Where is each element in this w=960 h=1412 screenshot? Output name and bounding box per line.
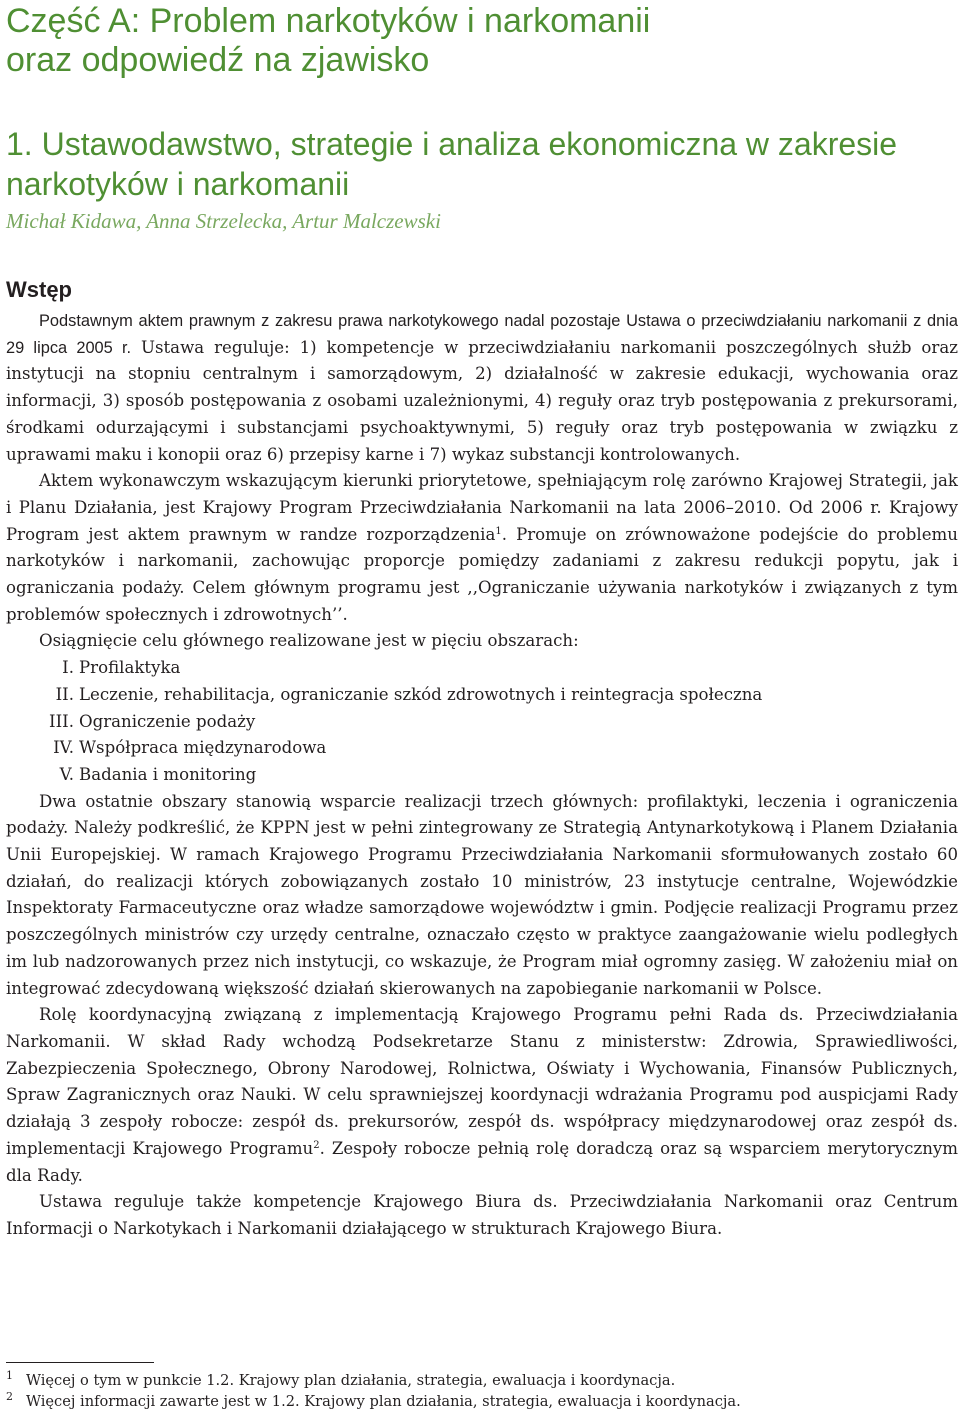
paragraph-1 (6, 308, 958, 468)
footnote-text: Więcej o tym w punkcie 1.2. Krajowy plan działania, strategia, ewaluacja i koordynacja. (26, 1372, 676, 1389)
document-page (6, 0, 958, 1243)
part-title-line-1: Część A: Problem narkotyków i narkomanii (6, 2, 651, 40)
list-item-label: Współpraca międzynarodowa (79, 738, 327, 758)
list-item-label: Leczenie, rehabilitacja, ograniczanie szkód zdrowotnych i reintegracja społeczna (79, 684, 763, 704)
footnotes (6, 1370, 956, 1412)
paragraph-5-part-b: . Zespoły robocze pełnią rolę doradczą oraz są wsparciem merytorycznym dla Rady. (6, 1138, 958, 1185)
footnote-1 (6, 1370, 956, 1391)
section-heading: Wstęp (6, 277, 72, 302)
list-item (6, 655, 958, 682)
list-item-number: V. (59, 764, 74, 784)
footnote-separator (6, 1362, 154, 1363)
paragraph-5-part-a: Rolę koordynacyjną związaną z implementacją Krajowego Programu pełni Rada ds. Przeciwdziałania Narkomanii. W skład Rady wchodzą Podsekretarze Stanu z ministerstw: Zdrowia, Sprawiedliwości, Zabezpieczenia Społecznego, Obrony Narodowej, Rolnictwa, Oświaty i Wychowania, Finansów Publicznych, Spraw Zagranicznych oraz Nauki. W celu sprawniejszej koordynacji wdrażania Programu pod auspicjami Rady działają 3 zespoły robocze: zespół ds. prekursorów, zespół ds. współpracy międzynarodowej oraz zespół ds. implementacji Krajowego Programu (6, 1005, 958, 1158)
chapter-title-line-2: narkotyków i narkomanii (6, 166, 350, 202)
list-item-label: Ograniczenie podaży (79, 711, 256, 731)
list-item-label: Badania i monitoring (79, 764, 257, 784)
list-item (6, 762, 958, 789)
paragraph-2 (6, 468, 958, 628)
footnote-number: 2 (6, 1390, 13, 1403)
body-text (6, 308, 958, 1243)
chapter-title (6, 124, 958, 204)
part-title-line-2: oraz odpowiedź na zjawisko (6, 41, 430, 79)
footnote-2 (6, 1391, 956, 1412)
paragraph-2-part-b: . Promuje on zrównoważone podejście do problemu narkotyków i narkomanii, zachowując proporcje pomiędzy zadaniami z zakresu redukcji popytu, jak i ograniczania podaży. Celem głównym programu jest ,,Ograniczanie używania narkotyków i związanych z tym problemów społecznych i zdrowotnych’’. (6, 524, 958, 624)
paragraph-3: Osiągnięcie celu głównego realizowane jest w pięciu obszarach: (39, 631, 579, 651)
paragraph-1-rest: Ustawa reguluje: 1) kompetencje w przeciwdziałaniu narkomanii poszczególnych służb oraz instytucji na stopniu centralnym i samorządowym, 2) działalność w zakresie edukacji, wychowania oraz informacji, 3) sposób postępowania z osobami uzależnionymi, 4) reguły oraz tryb postępowania z prekursorami, środkami odurzającymi i substancjami psychoaktywnymi, 5) reguły oraz tryb postępowania w związku z uprawami maku i konopii oraz 6) przepisy karne i 7) wykaz substancji kontrolowanych. (6, 337, 958, 464)
footnote-ref-2[interactable]: 2 (313, 1139, 320, 1151)
list-item-label: Profilaktyka (79, 658, 181, 678)
part-title (6, 0, 958, 80)
footnote-number: 1 (6, 1369, 13, 1382)
paragraph-1-lead: Podstawnym aktem prawnym z zakresu prawa narkotykowego nadal pozostaje Ustawa o przeciwdziałaniu narkomanii z dnia 29 lipca 2005 r. (6, 312, 958, 357)
list-item-number: IV. (53, 738, 74, 758)
paragraph-5 (6, 1002, 958, 1189)
chapter-title-line-1: 1. Ustawodawstwo, strategie i analiza ekonomiczna w zakresie (6, 126, 898, 162)
list-item-number: II. (55, 684, 74, 704)
list-item (6, 709, 958, 736)
paragraph-2-part-a: Aktem wykonawczym wskazującym kierunki priorytetowe, spełniającym rolę zarówno Krajowej Strategii, jak i Planu Działania, jest Krajowy Program Przeciwdziałania Narkomanii na lata 2006–2010. Od 2006 r. Krajowy Program jest aktem prawnym w randze rozporządzenia (6, 471, 958, 544)
list-item-number: I. (62, 658, 74, 678)
list-item-number: III. (49, 711, 74, 731)
list-item (6, 735, 958, 762)
chapter-authors: Michał Kidawa, Anna Strzelecka, Artur Malczewski (6, 209, 441, 233)
footnote-text: Więcej informacji zawarte jest w 1.2. Krajowy plan działania, strategia, ewaluacja i koordynacja. (26, 1393, 741, 1410)
list-item (6, 682, 958, 709)
paragraph-6: Ustawa reguluje także kompetencje Krajowego Biura ds. Przeciwdziałania Narkomanii oraz Centrum Informacji o Narkotykach i Narkomanii działającego w strukturach Krajowego Biura. (6, 1192, 958, 1238)
areas-list (6, 655, 958, 789)
paragraph-4: Dwa ostatnie obszary stanowią wsparcie realizacji trzech głównych: profilaktyki, leczenia i ograniczenia podaży. Należy podkreślić, że KPPN jest w pełni zintegrowany ze Strategią Antynarkotykową i Planem Działania Unii Europejskiej. W ramach Krajowego Programu Przeciwdziałania Narkomanii sformułowanych zostało 60 działań, do realizacji których zobowiązanych zostało 10 ministrów, 23 instytucje centralne, Wojewódzkie Inspektoraty Farmaceutyczne oraz władze samorządowe województw i gmin. Podjęcie realizacji Programu przez poszczególnych ministrów czy urzędy centralne, oznaczało często w praktyce zaangażowanie wielu podległych im lub nadzorowanych przez nich instytucji, co wskazuje, że Program miał ogromny zasięg. W założeniu miał on integrować zdecydowaną większość działań skierowanych na zapobieganie narkomanii w Polsce. (6, 791, 958, 998)
footnote-ref-1[interactable]: 1 (495, 525, 502, 537)
